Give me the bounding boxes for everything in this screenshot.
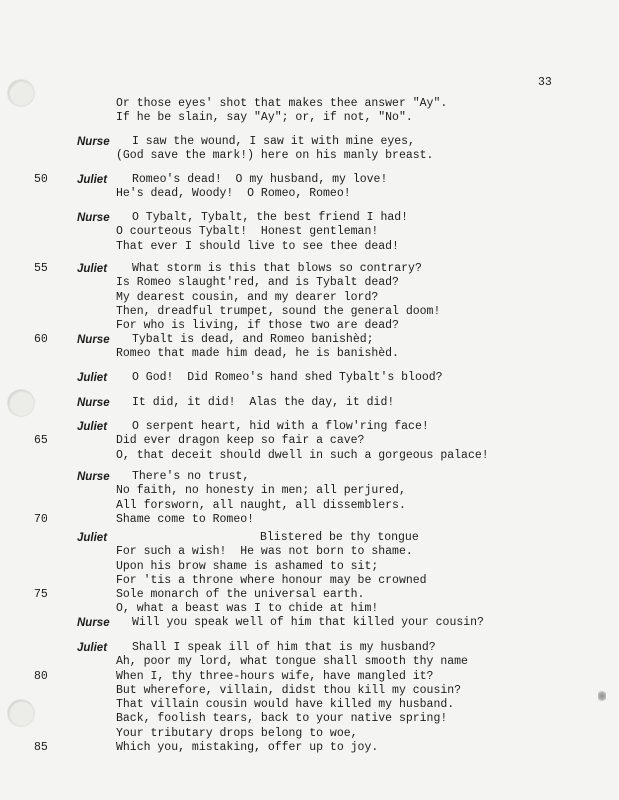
verse-line: That villain cousin would have killed my husband. <box>116 698 455 712</box>
verse-line: There's no trust, <box>132 470 250 483</box>
speech-nurse <box>0 396 619 410</box>
verse-line: Shall I speak ill of him that is my husband? <box>132 641 436 654</box>
verse-line: When I, thy three-hours wife, have mangled it? <box>116 669 434 683</box>
line-number: 65 <box>34 434 48 448</box>
verse-line: He's dead, Woody! O Romeo, Romeo! <box>116 187 351 201</box>
speaker-name: Nurse <box>77 397 110 409</box>
line-number: 85 <box>34 741 48 755</box>
verse-line: O, that deceit should dwell in such a gorgeous palace! <box>116 448 489 462</box>
speech-juliet <box>0 641 619 755</box>
verse-line: But wherefore, villain, didst thou kill my cousin? <box>116 683 462 697</box>
verse-line: O courteous Tybalt! Honest gentleman! <box>116 225 379 239</box>
speaker-name: Nurse <box>77 334 110 346</box>
speech-juliet <box>0 420 619 463</box>
verse-line: Romeo that made him dead, he is banishèd. <box>116 347 399 361</box>
speech-nurse <box>0 616 619 630</box>
speech-nurse <box>0 333 619 362</box>
speaker-name: Nurse <box>77 136 110 148</box>
verse-line: All forsworn, all naught, all dissemblers. <box>116 498 406 512</box>
verse-line: No faith, no honesty in men; all perjured, <box>116 484 406 498</box>
verse-line: Blistered be thy tongue <box>260 531 419 544</box>
verse-line: Sole monarch of the universal earth. <box>116 588 365 602</box>
speech-juliet <box>0 262 619 333</box>
verse-line: Or those eyes' shot that makes thee answer "Ay". <box>116 97 448 110</box>
verse-line: Is Romeo slaught'red, and is Tybalt dead? <box>116 276 399 290</box>
speaker-name: Juliet <box>77 642 108 654</box>
speech-juliet <box>0 173 619 202</box>
line-number: 70 <box>34 512 48 526</box>
speaker-name: Juliet <box>77 263 108 275</box>
page-number: 33 <box>538 76 552 89</box>
speaker-name: Juliet <box>77 421 108 433</box>
verse-line: O God! Did Romeo's hand shed Tybalt's blood? <box>132 371 443 384</box>
verse-line: Shame come to Romeo! <box>116 512 255 526</box>
verse-line: For who is living, if those two are dead? <box>116 319 399 333</box>
verse-line: Back, foolish tears, back to your native spring! <box>116 712 448 726</box>
verse-line: For 'tis a throne where honour may be crowned <box>116 573 427 587</box>
speech-nurse <box>0 211 619 254</box>
line-number: 75 <box>34 588 48 602</box>
verse-line: I saw the wound, I saw it with mine eyes, <box>132 135 415 148</box>
speaker-name: Juliet <box>77 532 108 544</box>
verse-line: Did ever dragon keep so fair a cave? <box>116 434 365 448</box>
verse-line: Will you speak well of him that killed your cousin? <box>132 616 484 629</box>
line-number: 80 <box>34 669 48 683</box>
line-number: 55 <box>34 262 48 275</box>
verse-line: For such a wish! He was not born to shame. <box>116 545 413 559</box>
verse-line: O serpent heart, hid with a flow'ring face! <box>132 420 429 433</box>
speaker-name: Nurse <box>77 212 110 224</box>
speech-continuation <box>0 97 619 126</box>
speaker-name: Juliet <box>77 372 108 384</box>
verse-line: Tybalt is dead, and Romeo banishèd; <box>132 333 374 346</box>
verse-line: (God save the mark!) here on his manly breast. <box>116 149 434 163</box>
verse-line: O, what a beast was I to chide at him! <box>116 602 379 616</box>
line-number: 60 <box>34 333 48 346</box>
verse-line: It did, it did! Alas the day, it did! <box>132 396 395 409</box>
speaker-name: Nurse <box>77 471 110 483</box>
line-number: 50 <box>34 173 48 186</box>
verse-line: If he be slain, say "Ay"; or, if not, "No". <box>116 111 413 125</box>
verse-line: Your tributary drops belong to woe, <box>116 726 358 740</box>
verse-line: O Tybalt, Tybalt, the best friend I had! <box>132 211 409 224</box>
verse-line: Upon his brow shame is ashamed to sit; <box>116 559 379 573</box>
speaker-name: Juliet <box>77 174 108 186</box>
verse-line: My dearest cousin, and my dearer lord? <box>116 290 379 304</box>
verse-line: Then, dreadful trumpet, sound the general doom! <box>116 304 441 318</box>
verse-line: Romeo's dead! O my husband, my love! <box>132 173 388 186</box>
speech-nurse <box>0 135 619 164</box>
verse-line: What storm is this that blows so contrary? <box>132 262 422 275</box>
speaker-name: Nurse <box>77 617 110 629</box>
speech-nurse <box>0 470 619 527</box>
speech-juliet <box>0 531 619 617</box>
speech-juliet <box>0 371 619 385</box>
verse-line: Which you, mistaking, offer up to joy. <box>116 741 379 755</box>
verse-line: Ah, poor my lord, what tongue shall smooth thy name <box>116 655 468 669</box>
verse-line: That ever I should live to see thee dead! <box>116 239 399 253</box>
